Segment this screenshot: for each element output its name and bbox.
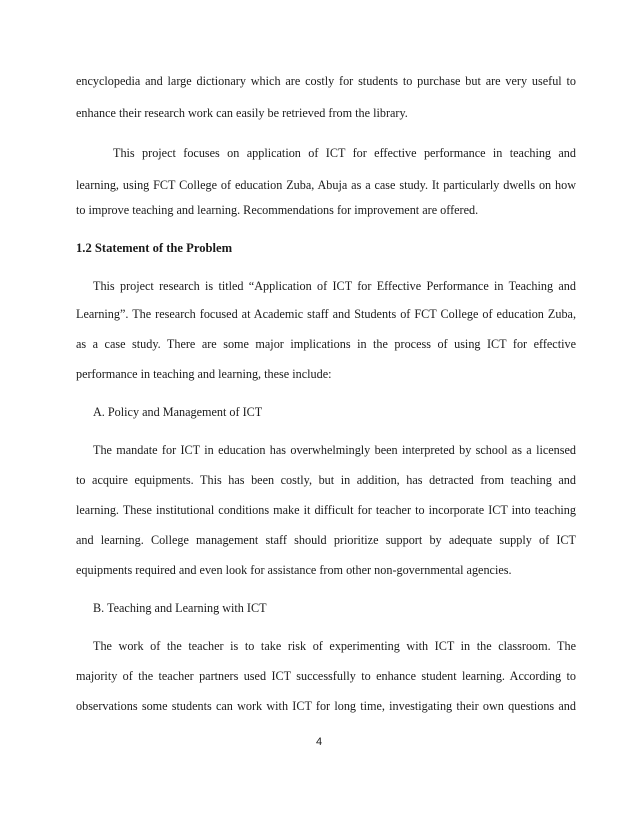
paragraph-line: This project research is titled “Application of ICT for Effective Performance in Teaching and <box>93 279 576 293</box>
paragraph-line: as a case study. There are some major implications in the process of using ICT for effective <box>76 337 576 351</box>
paragraph-line: Learning”. The research focused at Academic staff and Students of FCT College of education Zuba, <box>76 307 576 321</box>
paragraph-line: The mandate for ICT in education has overwhelmingly been interpreted by school as a licensed <box>93 443 576 457</box>
paragraph-line: This project focuses on application of ICT for effective performance in teaching and <box>113 146 576 160</box>
paragraph-line: majority of the teacher partners used ICT successfully to enhance student learning. According to <box>76 669 576 683</box>
subheading-teaching: B. Teaching and Learning with ICT <box>93 601 267 615</box>
paragraph-line: The work of the teacher is to take risk of experimenting with ICT in the classroom. The <box>93 639 576 653</box>
paragraph-line: performance in teaching and learning, these include: <box>76 367 332 381</box>
paragraph-line: to improve teaching and learning. Recommendations for improvement are offered. <box>76 203 479 217</box>
paragraph-line: and learning. College management staff should prioritize support by adequate supply of ICT <box>76 533 576 547</box>
paragraph-line: equipments required and even look for assistance from other non-governmental agencies. <box>76 563 512 577</box>
paragraph-line: observations some students can work with ICT for long time, investigating their own questions and <box>76 699 576 713</box>
page-number: 4 <box>315 736 323 748</box>
subheading-policy: A. Policy and Management of ICT <box>93 405 263 419</box>
paragraph-line: learning. These institutional conditions make it difficult for teacher to incorporate ICT into teaching <box>76 503 576 517</box>
paragraph-line: encyclopedia and large dictionary which are costly for students to purchase but are very useful to <box>76 74 576 88</box>
section-heading: 1.2 Statement of the Problem <box>76 241 233 255</box>
paragraph-line: to acquire equipments. This has been costly, but in addition, has detracted from teaching and <box>76 473 576 487</box>
paragraph-line: enhance their research work can easily be retrieved from the library. <box>76 106 408 120</box>
paragraph-line: learning, using FCT College of education Zuba, Abuja as a case study. It particularly dwells on how <box>76 178 576 192</box>
